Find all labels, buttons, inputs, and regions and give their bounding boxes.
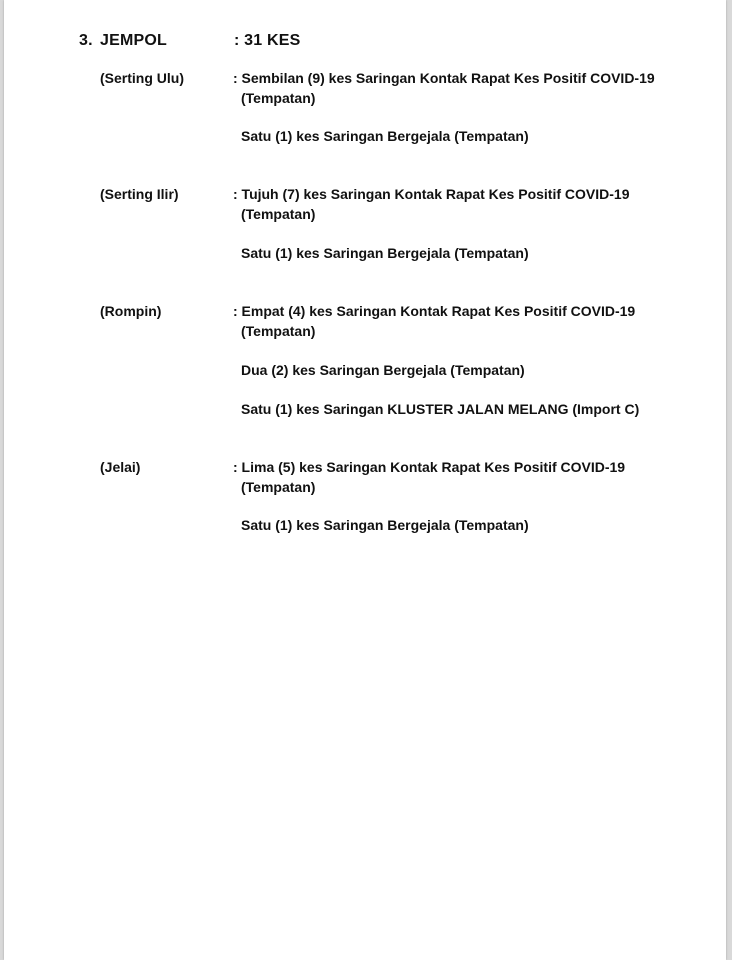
area-label-jelai: (Jelai) (100, 459, 141, 475)
case-line: Satu (1) kes Saringan KLUSTER JALAN MELANG (Import C) (241, 401, 640, 417)
case-line: : Lima (5) kes Saringan Kontak Rapat Kes Positif COVID-19 (233, 459, 626, 475)
district-name: JEMPOL (100, 32, 167, 49)
area-label-rompin: (Rompin) (100, 303, 162, 319)
case-line: Satu (1) kes Saringan Bergejala (Tempatan) (241, 128, 529, 144)
case-line: : Tujuh (7) kes Saringan Kontak Rapat Kes Positif COVID-19 (233, 186, 630, 202)
case-line: : Empat (4) kes Saringan Kontak Rapat Kes Positif COVID-19 (233, 303, 636, 319)
case-line: Satu (1) kes Saringan Bergejala (Tempatan) (241, 517, 529, 533)
area-label-serting-ulu: (Serting Ulu) (100, 70, 184, 86)
document-page (4, 0, 726, 960)
case-line: Dua (2) kes Saringan Bergejala (Tempatan) (241, 362, 525, 378)
case-line: (Tempatan) (241, 90, 316, 106)
case-line: (Tempatan) (241, 206, 316, 222)
case-line: Satu (1) kes Saringan Bergejala (Tempatan) (241, 245, 529, 261)
section-number: 3. (79, 32, 93, 49)
area-label-serting-ilir: (Serting Ilir) (100, 186, 179, 202)
case-line: (Tempatan) (241, 479, 316, 495)
case-line: (Tempatan) (241, 323, 316, 339)
district-total-cases: : 31 KES (234, 32, 301, 49)
case-line: : Sembilan (9) kes Saringan Kontak Rapat Kes Positif COVID-19 (233, 70, 655, 86)
